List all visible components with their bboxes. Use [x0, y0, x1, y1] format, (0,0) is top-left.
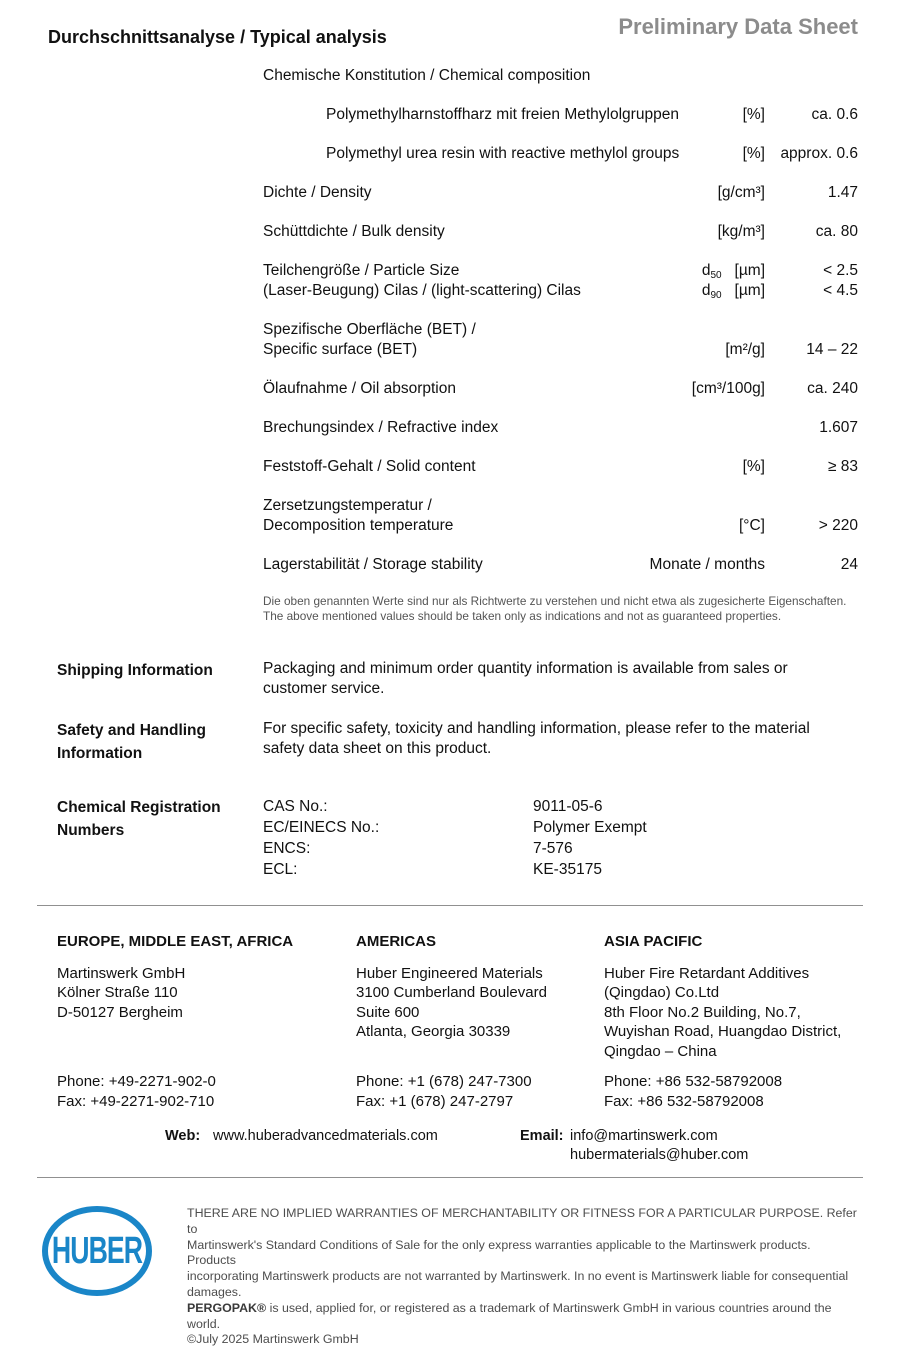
address-line: Qingdao – China [604, 1042, 717, 1060]
registration-label: ECL: [263, 861, 298, 878]
row-unit: [%] [742, 106, 765, 123]
row-value: 14 – 22 [806, 341, 858, 358]
row-label: Feststoff-Gehalt / Solid content [263, 458, 476, 475]
registration-label: EC/EINECS No.: [263, 819, 380, 836]
row-unit: [g/cm³] [717, 184, 765, 201]
analysis-row [263, 105, 858, 125]
registration-entries [263, 796, 833, 880]
phone-fax-column [57, 1072, 356, 1112]
analysis-section-title: Chemische Konstitution / Chemical composition [263, 67, 591, 84]
web-email-row [165, 1127, 865, 1165]
phone-line: Phone: +49-2271-902-0 [57, 1073, 216, 1090]
analysis-row [263, 183, 858, 203]
fax-line: Fax: +86 532-58792008 [604, 1093, 764, 1110]
preliminary-badge: Preliminary Data Sheet [618, 14, 858, 39]
row-label: Spezifische Oberfläche (BET) / Specific surface (BET) [263, 321, 476, 358]
row-unit: [m²/g] [725, 341, 765, 358]
address-line: (Qingdao) Co.Ltd [604, 984, 720, 1001]
address-line: Huber Fire Retardant Additives [604, 964, 810, 982]
legal-line: THERE ARE NO IMPLIED WARRANTIES OF MERCHANTABILITY OR FITNESS FOR A PARTICULAR PURPOSE. Refer to [187, 1206, 857, 1236]
address-line: Martinswerk GmbH [57, 964, 186, 982]
row-label: Zersetzungstemperatur / Decomposition temperature [263, 497, 454, 534]
regional-contacts [57, 932, 867, 1061]
row-value: ≥ 83 [827, 458, 858, 475]
analysis-row [263, 418, 858, 438]
huber-logo-icon [40, 1204, 154, 1348]
registration-label: CAS No.: [263, 798, 328, 815]
website-link[interactable]: www.huberadvancedmaterials.com [213, 1128, 438, 1144]
region-heading: AMERICAS [356, 933, 437, 950]
row-value: > 220 [818, 517, 858, 534]
row-value: < 2.5 < 4.5 [823, 262, 858, 299]
legal-line: Martinswerk's Standard Conditions of Sale for the only express warranties applicable to the Martinswerk products. Products [187, 1237, 811, 1268]
region-column [356, 932, 604, 1061]
registration-label: ENCS: [263, 840, 311, 857]
analysis-row [263, 496, 858, 536]
address-line: Kölner Straße 110 [57, 984, 178, 1001]
row-value: 24 [840, 556, 858, 573]
email-link[interactable]: info@martinswerk.com [570, 1128, 718, 1144]
row-value: ca. 240 [807, 380, 858, 397]
row-unit: [%] [742, 145, 765, 162]
row-value: 1.607 [819, 419, 858, 436]
registration-entry [263, 817, 833, 838]
legal-text [187, 1198, 862, 1348]
row-label: Teilchengröße / Particle Size (Laser-Beugung) Cilas / (light-scattering) Cilas [263, 262, 581, 299]
registration-heading: Chemical Registration Numbers [57, 799, 221, 839]
registration-value: Polymer Exempt [533, 819, 647, 836]
huber-logo-text: HUBER [51, 1228, 143, 1272]
legal-line: ©July 2025 Martinswerk GmbH [187, 1332, 359, 1347]
legal-line: incorporating Martinswerk products are not warranted by Martinswerk. In no event is Martinswerk liable for consequential damages. [187, 1269, 849, 1299]
analysis-row [263, 144, 858, 164]
footer [40, 1198, 862, 1348]
registration-entry [263, 859, 833, 880]
address-line: 3100 Cumberland Boulevard [356, 984, 547, 1001]
address-line: Suite 600 [356, 1003, 420, 1021]
row-unit: [cm³/100g] [691, 380, 765, 397]
analysis-rows [263, 105, 858, 575]
fax-line: Fax: +1 (678) 247-2797 [356, 1093, 514, 1110]
row-unit: [kg/m³] [717, 223, 765, 240]
row-label: Polymethylharnstoffharz mit freien Methylolgruppen [326, 106, 679, 123]
safety-heading: Safety and Handling Information [57, 722, 206, 762]
shipping-section [57, 659, 858, 698]
region-column [57, 932, 356, 1061]
web-label: Web: [165, 1128, 201, 1144]
row-value: 1.47 [827, 184, 858, 201]
analysis-row [263, 457, 858, 477]
region-heading: EUROPE, MIDDLE EAST, AFRICA [57, 933, 294, 950]
disclaimer-line: The above mentioned values should be taken only as indications and not as guaranteed properties. [263, 609, 782, 623]
legal-line: PERGOPAK® is used, applied for, or registered as a trademark of Martinswerk GmbH in various countries around the world. [187, 1300, 832, 1331]
phone-fax-column [356, 1072, 604, 1112]
row-label: Polymethyl urea resin with reactive methylol groups [326, 145, 680, 162]
shipping-body: Packaging and minimum order quantity information is available from sales or customer service. [263, 660, 788, 697]
email-label: Email: [520, 1128, 564, 1144]
safety-body: For specific safety, toxicity and handling information, please refer to the material safety data sheet on this product. [263, 720, 810, 757]
registration-entry [263, 796, 833, 817]
row-value: ca. 0.6 [811, 106, 858, 123]
row-unit: Monate / months [649, 556, 765, 573]
shipping-heading: Shipping Information [57, 662, 213, 679]
registration-value: KE-35175 [533, 861, 602, 878]
address-line: D-50127 Bergheim [57, 1003, 183, 1021]
row-label: Ölaufnahme / Oil absorption [263, 380, 456, 397]
safety-section [57, 719, 858, 765]
address-line: Huber Engineered Materials [356, 964, 543, 982]
region-heading: ASIA PACIFIC [604, 933, 703, 950]
analysis-row [263, 261, 858, 301]
analysis-row [263, 379, 858, 399]
analysis-row [263, 320, 858, 360]
row-label: Dichte / Density [263, 184, 372, 201]
divider-bottom [37, 1177, 863, 1178]
divider-top [37, 905, 863, 906]
analysis-table [263, 66, 858, 624]
row-unit: $d_{50}$ [µm] $d_{90}$ [µm] [701, 262, 765, 301]
address-line: Wuyishan Road, Huangdao District, [604, 1023, 842, 1040]
row-value: ca. 80 [815, 223, 858, 240]
row-value: approx. 0.6 [780, 145, 858, 162]
row-unit: [°C] [738, 517, 765, 534]
analysis-row [263, 222, 858, 242]
disclaimer-line: Die oben genannten Werte sind nur als Richtwerte zu verstehen und nicht etwa als zugesicherte Eigenschaften. [263, 594, 847, 608]
phone-line: Phone: +1 (678) 247-7300 [356, 1073, 532, 1090]
row-label: Brechungsindex / Refractive index [263, 419, 499, 436]
phone-line: Phone: +86 532-58792008 [604, 1073, 783, 1090]
row-label: Schüttdichte / Bulk density [263, 223, 445, 240]
phone-fax-column [604, 1072, 867, 1112]
phone-fax-row [57, 1072, 867, 1112]
address-line: Atlanta, Georgia 30339 [356, 1023, 511, 1040]
registration-value: 9011-05-6 [533, 798, 603, 815]
registration-entry [263, 838, 833, 859]
region-column [604, 932, 867, 1061]
analysis-disclaimer [263, 594, 858, 624]
row-label: Lagerstabilität / Storage stability [263, 556, 483, 573]
page-title: Durchschnittsanalyse / Typical analysis [48, 27, 387, 47]
registration-value: 7-576 [533, 840, 573, 857]
registration-section [57, 796, 858, 880]
email-link[interactable]: hubermaterials@huber.com [570, 1147, 749, 1163]
analysis-row [263, 555, 858, 575]
row-unit: [%] [742, 458, 765, 475]
fax-line: Fax: +49-2271-902-710 [57, 1093, 215, 1110]
address-line: 8th Floor No.2 Building, No.7, [604, 1003, 801, 1021]
